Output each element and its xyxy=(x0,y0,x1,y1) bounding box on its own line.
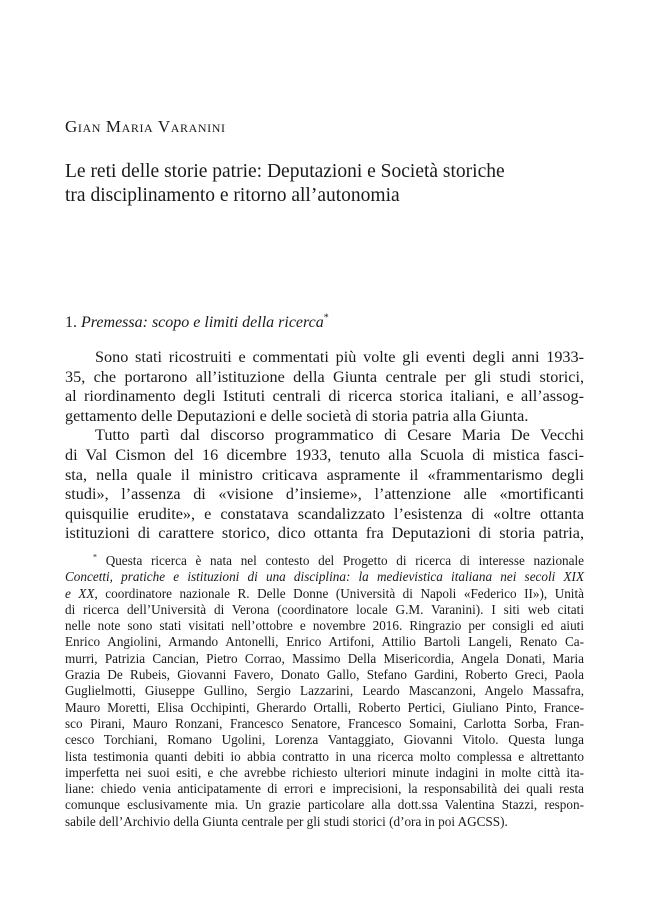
footnote-line: sco Pirani, Mauro Ronzani, Francesco Senatore, Francesco Somaini, Carlotta Sorba, Fran- xyxy=(65,715,584,731)
footnote-line: lista testimonia quanti debiti io abbia contratto in una ricerca molto complessa e altrettanto xyxy=(65,748,584,764)
section-heading xyxy=(65,314,329,332)
text-line: quisquilie erudite», e constatava scandalizzato l’esistenza di «oltre ottanta xyxy=(65,504,584,523)
text-line: istituzioni di carattere storico, dico ottanta fra Deputazioni di storia patria, xyxy=(65,524,584,543)
footnote-line: murri, Patrizia Cancian, Pietro Corrao, Massimo Della Misericordia, Angela Donati, Maria xyxy=(65,650,584,666)
footnote-reference[interactable]: * xyxy=(323,312,329,324)
footnote-line: Enrico Angiolini, Armando Antonelli, Enrico Artifoni, Attilio Bartoli Langeli, Renato Ca- xyxy=(65,634,584,650)
footnote-line: liane: chiedo venia anticipatamente di errori e imprecisioni, la responsabilità dei quali resta xyxy=(65,781,584,797)
text-line: di Val Cismon del 16 dicembre 1933, tenuto alla Scuola di mistica fasci- xyxy=(65,445,584,464)
text-line: gettamento delle Deputazioni e delle società di storia patria alla Giunta. xyxy=(65,406,529,425)
footnote-line: Mauro Moretti, Elisa Occhipinti, Gherardo Ortalli, Roberto Pertici, Giuliano Pinto, France- xyxy=(65,699,584,715)
footnote-line-italic: Concetti, pratiche e istituzioni di una disciplina: la medievistica italiana nei secoli XIX xyxy=(65,569,584,585)
chapter-title-line: Le reti delle storie patrie: Deputazioni e Società storiche xyxy=(65,161,505,182)
footnote-marker: * xyxy=(93,552,97,562)
footnote-line: comunque esclusivamente mia. Un grazie particolare alla dott.ssa Valentina Stazzi, respon- xyxy=(65,797,584,813)
chapter-title xyxy=(65,160,565,208)
section-title: Premessa: scopo e limiti della ricerca xyxy=(81,314,324,331)
text-line: sta, nella quale il ministro criticava aspramente il «frammentarismo degli xyxy=(65,465,584,484)
footnote xyxy=(65,553,584,830)
body-text xyxy=(65,348,584,544)
footnote-line: nelle note sono stati visitati nell’ottobre e novembre 2016. Ringrazio per consigli ed aiuti xyxy=(65,618,584,634)
footnote-line: e XX, coordinatore nazionale R. Delle Donne (Università di Napoli «Federico II»), Unità xyxy=(65,585,584,601)
author-name: Gian Maria Varanini xyxy=(65,117,226,136)
text-line: Sono stati ricostruiti e commentati più volte gli eventi degli anni 1933- xyxy=(95,348,584,366)
footnote-line: cesco Torchiani, Romano Ugolini, Lorenza Vantaggiato, Giovanni Vitolo. Questa lunga xyxy=(65,732,584,748)
paragraph xyxy=(65,426,584,544)
text-line: 35, che portarono all’istituzione della Giunta centrale per gli studi storici, xyxy=(65,367,584,386)
footnote-line: Guglielmotti, Giuseppe Gullino, Sergio Lazzarini, Leardo Mascanzoni, Angelo Massafra, xyxy=(65,683,584,699)
chapter-title-line: tra disciplinamento e ritorno all’autonomia xyxy=(65,185,400,206)
footnote-line: * Questa ricerca è nata nel contesto del Progetto di ricerca di interesse nazionale xyxy=(93,552,584,568)
text-line: Tutto partì dal discorso programmatico di Cesare Maria De Vecchi xyxy=(95,426,584,445)
text-line: studi», l’assenza di «visione d’insieme», l’attenzione alle «mortificanti xyxy=(65,485,584,504)
section-number: 1. xyxy=(65,314,77,331)
footnote-line: sabile dell’Archivio della Giunta centrale per gli studi storici (d’ora in poi AGCSS). xyxy=(65,813,508,829)
footnote-line: Grazia De Rubeis, Giovanni Favero, Donato Gallo, Stefano Gardini, Roberto Greci, Paola xyxy=(65,667,584,683)
paragraph xyxy=(65,348,584,426)
footnote-line: imperfetta nei suoi esiti, e che avrebbe richiesto ulteriori minute indagini in molte città ita- xyxy=(65,764,584,780)
text-line: al riordinamento degli Istituti centrali di ricerca storica italiani, e all’assog- xyxy=(65,387,584,406)
footnote-line: di ricerca dell’Università di Verona (coordinatore locale G.M. Varanini). I siti web citati xyxy=(65,601,584,617)
